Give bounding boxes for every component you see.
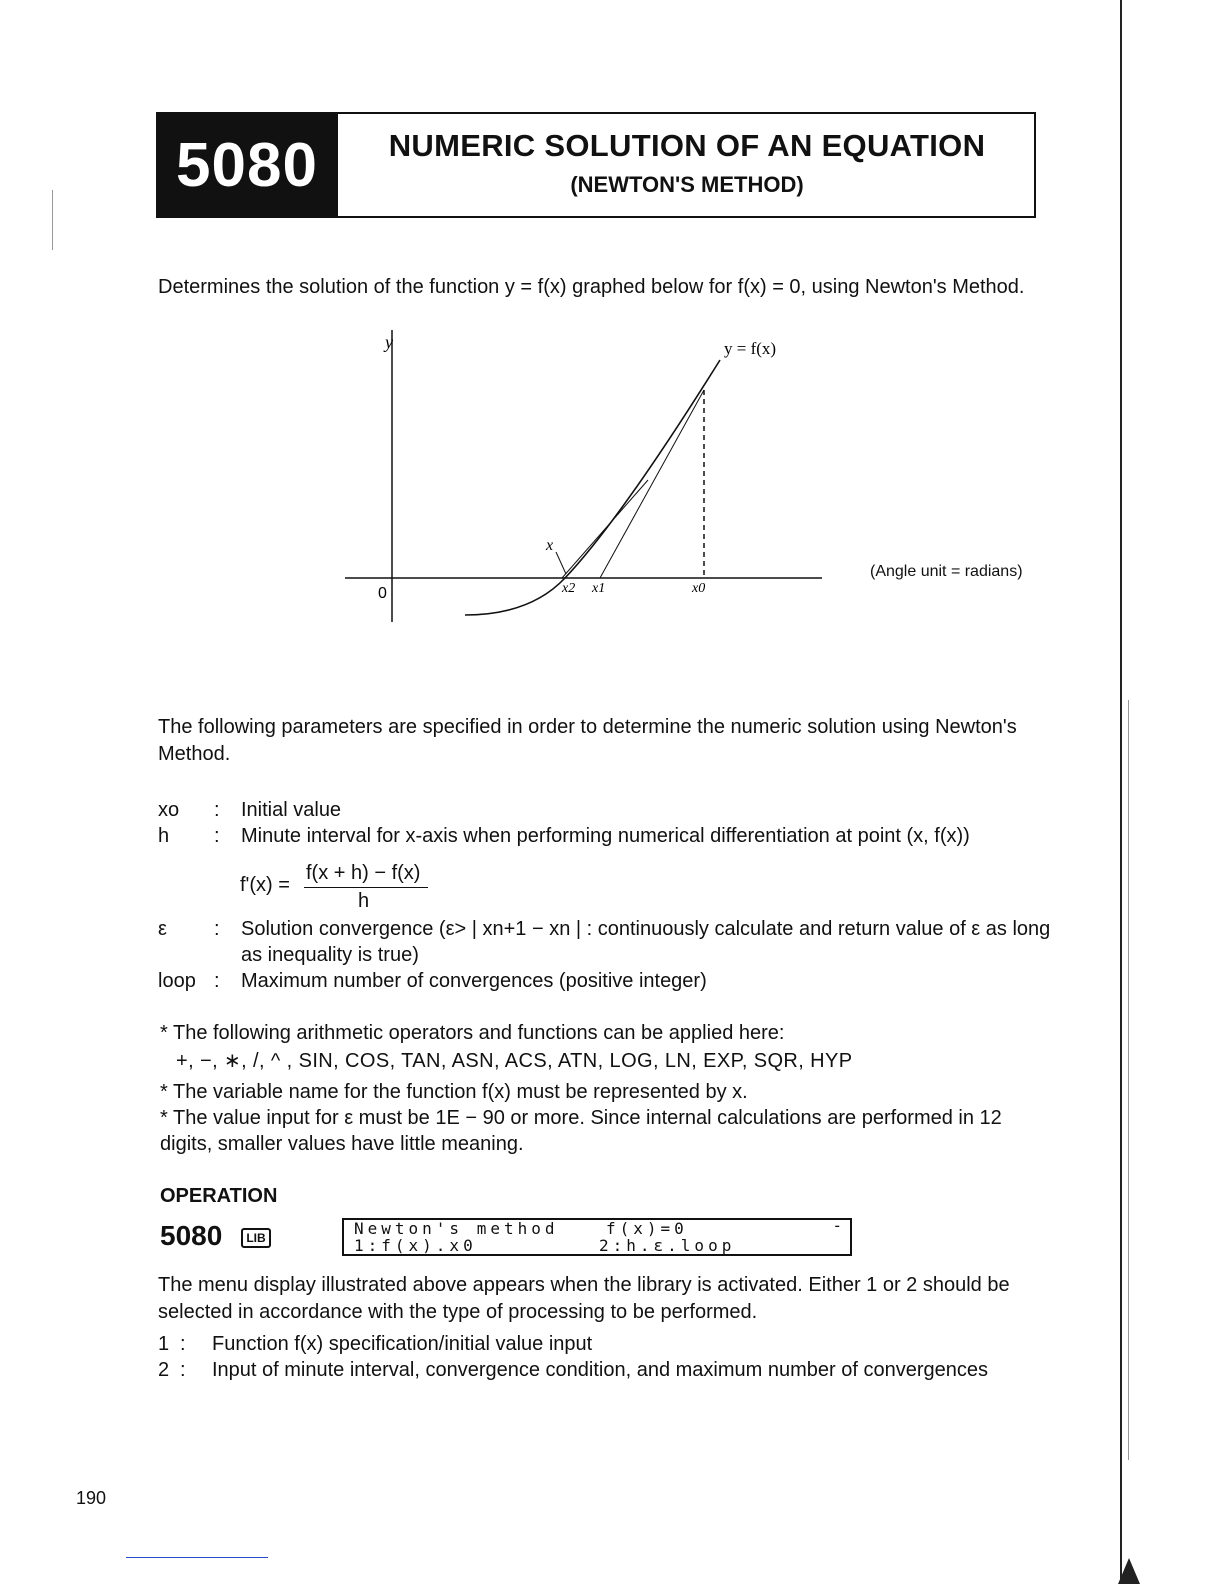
tangent-x1 bbox=[562, 480, 648, 578]
param-symbol: ε bbox=[158, 918, 167, 940]
x0-label: x0 bbox=[692, 581, 706, 596]
param-colon: : bbox=[214, 825, 220, 847]
operation-heading: OPERATION bbox=[160, 1185, 278, 1207]
param-colon: : bbox=[214, 970, 220, 992]
function-curve bbox=[465, 360, 720, 615]
param-colon: : bbox=[214, 918, 220, 940]
page-subtitle: (NEWTON'S METHOD) bbox=[570, 172, 804, 197]
binding-mark bbox=[1118, 1488, 1140, 1584]
menu-item-desc: Function f(x) specification/initial value input bbox=[212, 1333, 593, 1355]
page-number: 190 bbox=[76, 1488, 107, 1508]
param-symbol: loop bbox=[158, 970, 196, 992]
curve-label: y = f(x) bbox=[724, 339, 777, 358]
bottom-rule bbox=[126, 1557, 268, 1558]
y-axis-label: y bbox=[385, 332, 393, 352]
params-intro: The following parameters are specified in order to determine the numeric solution using Newton's Method. bbox=[158, 716, 1017, 765]
param-symbol: h bbox=[158, 825, 170, 847]
formula-denominator: h bbox=[358, 890, 370, 912]
lcd-line1-left: Newton's method bbox=[354, 1219, 559, 1238]
formula-fraction-bar bbox=[304, 887, 428, 888]
right-margin-line bbox=[1120, 0, 1122, 1584]
operation-number: 5080 bbox=[160, 1220, 223, 1251]
x2-label: x2 bbox=[562, 581, 576, 596]
intro-text: Determines the solution of the function y = f(x) graphed below for f(x) = 0, using Newton's Method. bbox=[158, 276, 1025, 298]
x-label: x bbox=[546, 537, 554, 554]
lcd-line2-right: 2:h.ε.loop bbox=[599, 1236, 736, 1255]
right-margin-line-faint bbox=[1128, 700, 1129, 1460]
lcd-line2-left: 1:f(x).x0 bbox=[354, 1236, 477, 1255]
lcd-line1-right: f(x)=0 bbox=[606, 1219, 688, 1238]
page-title: NUMERIC SOLUTION OF AN EQUATION bbox=[388, 128, 986, 163]
left-margin-line bbox=[52, 190, 53, 250]
note-epsilon: * The value input for ε must be 1E − 90 or more. Since internal calculations are performed in 12 digits, smaller values have little meaning. bbox=[160, 1107, 1002, 1155]
param-desc: Maximum number of convergences (positive integer) bbox=[241, 970, 707, 992]
menu-item-colon: : bbox=[180, 1359, 186, 1381]
formula-numerator: f(x + h) − f(x) bbox=[306, 862, 421, 884]
lib-key-icon: LIB bbox=[241, 1228, 271, 1248]
param-desc: Initial value bbox=[241, 799, 342, 821]
x-pointer bbox=[556, 552, 566, 574]
param-desc: Solution convergence (ε> | xn+1 − xn | : continuously calculate and return value of ε as long as inequality is true) bbox=[241, 918, 1051, 966]
param-symbol: xo bbox=[158, 799, 180, 821]
tangent-x0 bbox=[600, 390, 704, 578]
lcd-display bbox=[342, 1218, 852, 1256]
angle-unit-note: (Angle unit = radians) bbox=[870, 563, 1023, 580]
operator-list: +, −, ∗, /, ^ , SIN, COS, TAN, ASN, ACS, ATN, LOG, LN, EXP, SQR, HYP bbox=[176, 1050, 853, 1072]
param-desc: Minute interval for x-axis when performing numerical differentiation at point (x, f(x)) bbox=[241, 825, 970, 847]
origin-label: 0 bbox=[378, 585, 387, 602]
derivative-formula bbox=[240, 862, 440, 914]
menu-item-colon: : bbox=[180, 1333, 186, 1355]
lcd-corner-mark: - bbox=[832, 1216, 842, 1235]
note-variable: * The variable name for the function f(x) must be represented by x. bbox=[160, 1081, 748, 1103]
note-operators: * The following arithmetic operators and functions can be applied here: bbox=[160, 1022, 785, 1044]
program-number: 5080 bbox=[156, 112, 338, 218]
menu-item-number: 2 bbox=[158, 1359, 170, 1381]
menu-item-number: 1 bbox=[158, 1333, 170, 1355]
newton-graph bbox=[330, 330, 830, 630]
menu-text: The menu display illustrated above appears when the library is activated. Either 1 or 2 should be selected in accordance with the type of processing to be performed. bbox=[158, 1274, 1010, 1323]
menu-item-desc: Input of minute interval, convergence condition, and maximum number of convergences bbox=[212, 1359, 988, 1381]
param-colon: : bbox=[214, 799, 220, 821]
x1-label: x1 bbox=[592, 581, 606, 596]
formula-lhs: f'(x) = bbox=[240, 874, 290, 896]
